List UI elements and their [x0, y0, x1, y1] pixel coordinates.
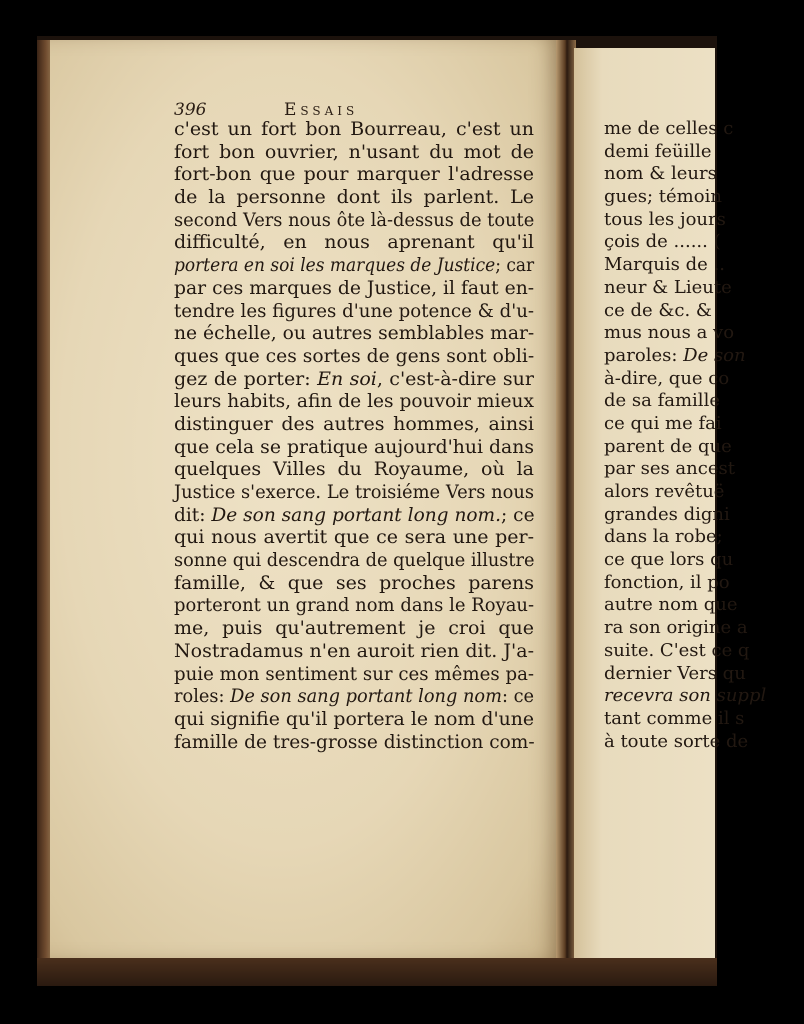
left-line: Nostradamus n'en auroit rien dit. J'a-: [174, 639, 534, 662]
left-line: porteront un grand nom dans le Royau-: [174, 594, 535, 617]
right-page: [574, 48, 767, 960]
right-line: dans la robe;: [604, 526, 723, 548]
right-line: Marquis de ..: [604, 254, 725, 276]
left-line: tendre les figures d'une potence & d'u-: [174, 299, 535, 322]
right-line: gues; témoin: [604, 186, 722, 208]
left-page-text: [174, 118, 534, 753]
left-line: [174, 368, 534, 391]
right-line: de sa famille: [604, 390, 720, 412]
right-line: autre nom que: [604, 594, 738, 616]
italic-quote: De son sang portant long nom.: [211, 503, 502, 526]
text-run: roles:: [174, 685, 231, 708]
right-line: suite. C'est ce q: [604, 639, 750, 661]
text-run: dit:: [174, 503, 212, 526]
right-line: ra son origine a: [604, 617, 748, 639]
right-line: dernier Vers qu: [604, 662, 746, 684]
text-run: : ce: [501, 685, 535, 708]
right-page-text: [574, 118, 804, 753]
right-line: [604, 685, 804, 708]
page-number: 396: [174, 100, 207, 120]
left-line: qui signifie qu'il portera le nom d'une: [174, 707, 535, 730]
left-line: fort-bon que pour marquer l'adresse: [174, 163, 534, 186]
text-run: gez de porter:: [174, 367, 318, 390]
text-run: paroles:: [604, 344, 684, 366]
left-line: famille de tres-grosse distinction com-: [174, 730, 535, 753]
right-line: alors revêtuë: [604, 481, 725, 502]
left-line: quelques Villes du Royaume, où la: [174, 458, 534, 481]
right-line: à toute sorte de: [604, 730, 749, 752]
book-edge-bottom: [37, 958, 717, 986]
italic-quote: En soi: [317, 367, 377, 390]
left-line: [174, 254, 534, 277]
right-line: ce de &c. &: [604, 299, 712, 321]
left-line: distinguer des autres hommes, ainsi: [174, 412, 534, 435]
left-line: second Vers nous ôte là-dessus de toute: [174, 208, 535, 231]
book-edge-left: [37, 40, 51, 960]
left-line: Justice s'exerce. Le troisiéme Vers nous: [174, 481, 535, 503]
right-line: [604, 345, 804, 368]
left-line: par ces marques de Justice, il faut en-: [174, 276, 535, 299]
book-gutter: [556, 40, 576, 958]
text-run: ; ce: [501, 503, 535, 526]
left-line: [174, 504, 534, 527]
left-line: [174, 685, 534, 708]
right-line: demi feüille: [604, 140, 712, 162]
left-line: fort bon ouvrier, n'usant du mot de: [174, 140, 534, 163]
right-line: neur & Lieute: [604, 276, 732, 298]
italic-quote: portera en soi les marques de Justice: [174, 254, 496, 277]
italic-quote: De son: [683, 344, 746, 366]
right-line: me de celles c: [604, 118, 734, 139]
left-line: qui nous avertit que ce sera une per-: [174, 526, 534, 549]
left-line: leurs habits, afin de les pouvoir mieux: [174, 390, 534, 413]
right-line: à-dire, que co: [604, 367, 730, 389]
right-line: tous les jours: [604, 208, 726, 230]
right-line: mus nous a vo: [604, 322, 735, 344]
left-line: me, puis qu'autrement je croi que: [174, 617, 534, 640]
right-line: nom & leurs: [604, 163, 717, 185]
italic-quote: recevra son suppl: [604, 685, 767, 707]
left-line: puie mon sentiment sur ces mêmes pa-: [174, 662, 535, 685]
left-line: famille, & que ses proches parens: [174, 571, 534, 594]
left-line: de la personne dont ils parlent. Le: [174, 186, 534, 209]
right-line: tant comme il s: [604, 707, 745, 729]
italic-quote: De son sang portant long nom: [230, 685, 502, 708]
left-line: que cela se pratique aujourd'hui dans: [174, 435, 534, 458]
left-line: sonne qui descendra de quelque illustre: [174, 549, 535, 572]
right-line: parent de que: [604, 435, 732, 457]
left-line: ne échelle, ou autres semblables mar-: [174, 322, 535, 345]
right-line: fonction, il po: [604, 571, 730, 593]
left-line: difficulté, en nous aprenant qu'il: [174, 231, 534, 254]
text-run: ; car: [495, 254, 535, 277]
right-line: ce qui me fai: [604, 412, 722, 434]
right-line: par ses ancest: [604, 458, 735, 480]
running-title: Essais: [284, 100, 359, 120]
text-run: , c'est-à-dire sur: [376, 367, 534, 390]
right-line: grandes digni: [604, 503, 730, 525]
right-line: çois de ...... (: [604, 231, 721, 253]
right-line: ce que lors qu: [604, 549, 734, 571]
left-line: c'est un fort bon Bourreau, c'est un: [174, 118, 534, 140]
left-line: ques que ces sortes de gens sont obli-: [174, 344, 535, 367]
